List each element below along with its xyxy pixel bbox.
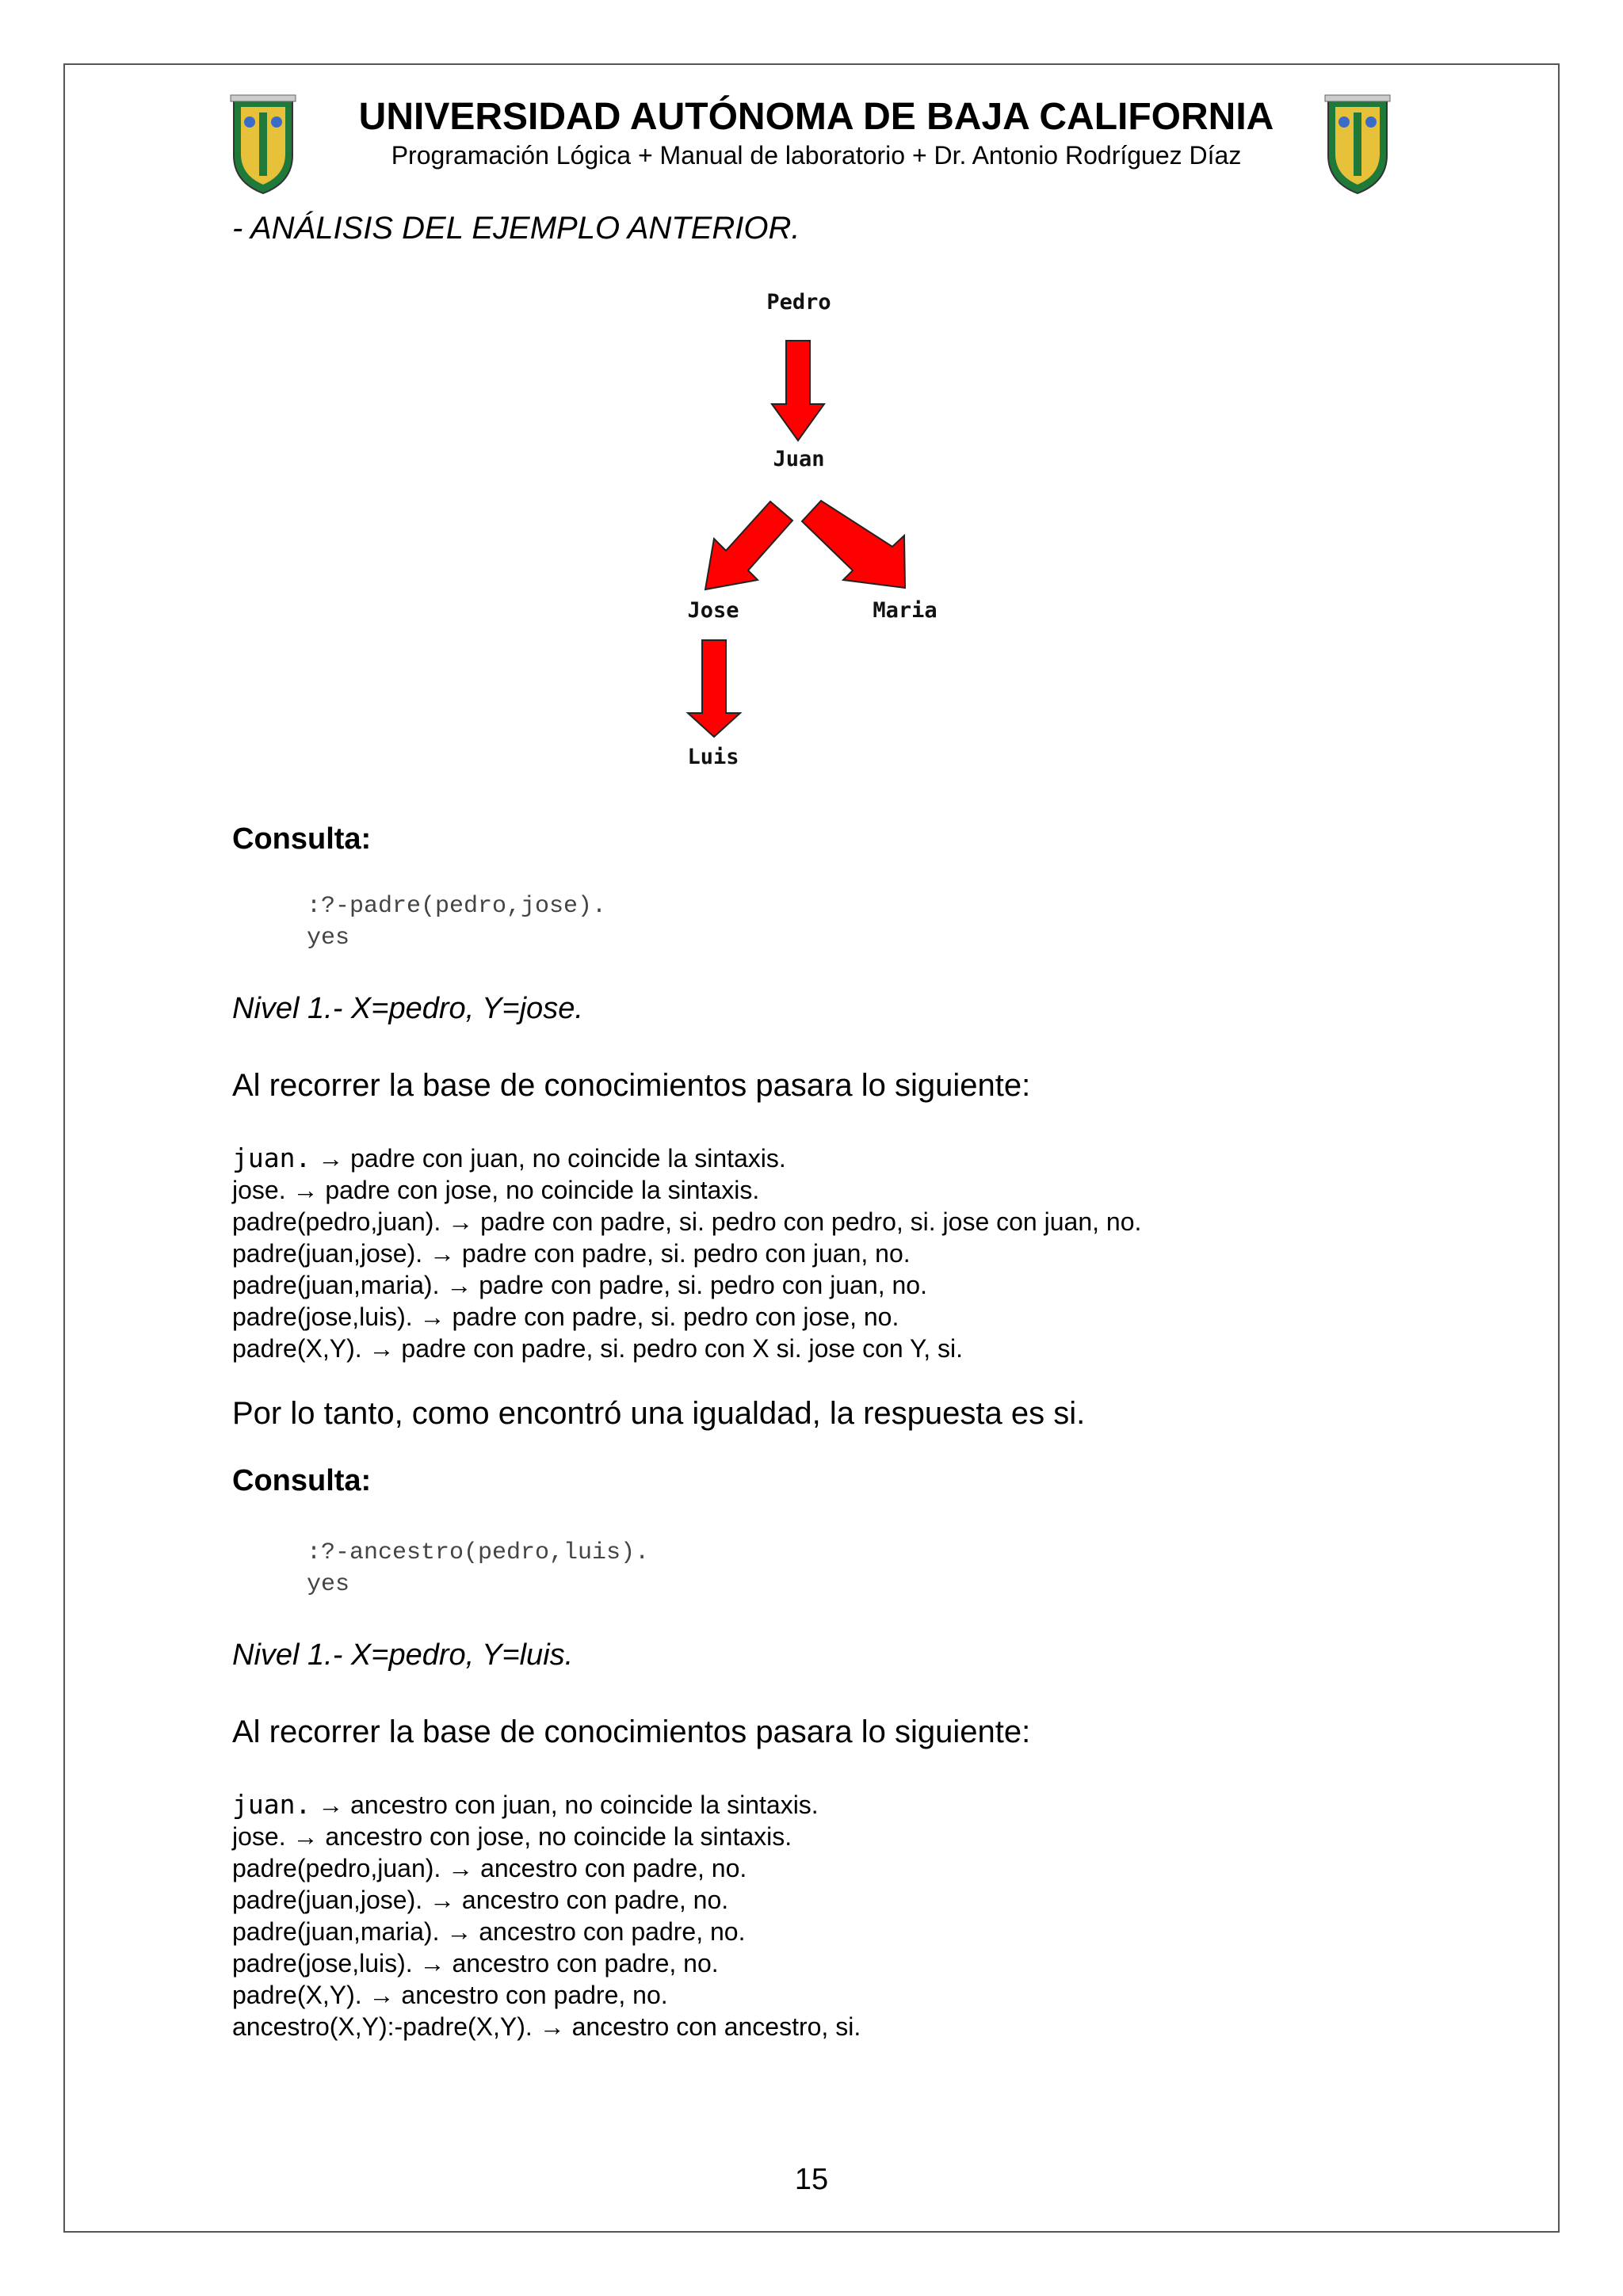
- arrow-glyph: →: [318, 1791, 344, 1819]
- trace-line: padre(X,Y). → ancestro con padre, no.: [232, 1981, 668, 2009]
- query1-level: Nivel 1.- X=pedro, Y=jose.: [232, 992, 583, 1025]
- arrow-glyph: →: [369, 1981, 395, 2009]
- node-jose: Jose: [687, 598, 739, 623]
- node-maria: Maria: [873, 598, 938, 623]
- arrow-glyph: →: [419, 1949, 445, 1978]
- arrow-jose-luis: [688, 640, 740, 737]
- trace-line: padre(juan,maria). → ancestro con padre, no.: [232, 1917, 746, 1946]
- query2-intro: Al recorrer la base de conocimientos pasara lo siguiente:: [232, 1714, 1031, 1749]
- trace-line: juan. → padre con juan, no coincide la sintaxis.: [232, 1142, 786, 1173]
- family-tree-diagram: [634, 277, 991, 792]
- trace-line: juan. → ancestro con juan, no coincide la sintaxis.: [232, 1789, 819, 1820]
- trace-line: padre(juan,jose). → ancestro con padre, no.: [232, 1886, 729, 1914]
- query1-intro: Al recorrer la base de conocimientos pasara lo siguiente:: [232, 1068, 1031, 1103]
- query1-trace: [232, 1142, 1141, 1364]
- university-shield-logo-right: [1322, 93, 1393, 196]
- trace-line: jose. → ancestro con jose, no coincide la sintaxis.: [232, 1822, 792, 1851]
- university-shield-logo-left: [227, 93, 299, 196]
- query1-code: [307, 891, 606, 954]
- query2-code: [307, 1537, 649, 1600]
- arrow-glyph: →: [369, 1334, 395, 1363]
- arrow-glyph: →: [292, 1822, 319, 1851]
- header-title: UNIVERSIDAD AUTÓNOMA DE BAJA CALIFORNIA: [358, 96, 1274, 138]
- node-juan: Juan: [773, 447, 825, 471]
- arrow-glyph: →: [448, 1207, 474, 1236]
- arrow-pedro-juan: [772, 341, 824, 441]
- node-luis: Luis: [687, 745, 739, 769]
- trace-line: padre(juan,maria). → padre con padre, si. pedro con juan, no.: [232, 1271, 927, 1299]
- trace-line: jose. → padre con jose, no coincide la sintaxis.: [232, 1176, 760, 1204]
- arrow-glyph: →: [446, 1271, 472, 1299]
- trace-line: ancestro(X,Y):-padre(X,Y). → ancestro con ancestro, si.: [232, 2012, 861, 2041]
- arrow-glyph: →: [419, 1302, 445, 1331]
- arrow-juan-maria: [802, 501, 905, 588]
- arrow-glyph: →: [448, 1854, 474, 1882]
- arrow-glyph: →: [446, 1917, 472, 1946]
- query1-heading: Consulta:: [232, 822, 372, 856]
- trace-line: padre(pedro,juan). → ancestro con padre, no.: [232, 1854, 747, 1882]
- query1-conclusion: Por lo tanto, como encontró una igualdad, la respuesta es si.: [232, 1396, 1086, 1431]
- trace-line: padre(X,Y). → padre con padre, si. pedro con X si. jose con Y, si.: [232, 1334, 963, 1363]
- arrow-glyph: →: [430, 1239, 456, 1268]
- trace-line: padre(juan,jose). → padre con padre, si. pedro con juan, no.: [232, 1239, 911, 1268]
- trace-line: padre(pedro,juan). → padre con padre, si. pedro con pedro, si. jose con juan, no.: [232, 1207, 1142, 1236]
- trace-line: padre(jose,luis). → ancestro con padre, no.: [232, 1949, 719, 1978]
- section-title: - ANÁLISIS DEL EJEMPLO ANTERIOR.: [232, 211, 800, 246]
- page-number: 15: [794, 2163, 829, 2196]
- arrow-glyph: →: [318, 1144, 344, 1173]
- arrow-glyph: →: [430, 1886, 456, 1914]
- query2-heading: Consulta:: [232, 1464, 372, 1497]
- query2-code-line1: :?-ancestro(pedro,luis).: [307, 1539, 650, 1566]
- arrow-juan-jose: [705, 502, 792, 589]
- node-pedro: Pedro: [766, 290, 831, 315]
- trace-line: padre(jose,luis). → padre con padre, si. pedro con jose, no.: [232, 1302, 899, 1331]
- query1-code-line2: yes: [307, 925, 350, 952]
- query2-trace: [232, 1789, 861, 2042]
- query2-level: Nivel 1.- X=pedro, Y=luis.: [232, 1638, 574, 1672]
- arrow-glyph: →: [539, 2012, 565, 2041]
- query2-code-line2: yes: [307, 1571, 350, 1598]
- query1-code-line1: :?-padre(pedro,jose).: [307, 893, 607, 920]
- header-subtitle: Programación Lógica + Manual de laboratorio + Dr. Antonio Rodríguez Díaz: [391, 141, 1242, 170]
- arrow-glyph: →: [292, 1176, 319, 1204]
